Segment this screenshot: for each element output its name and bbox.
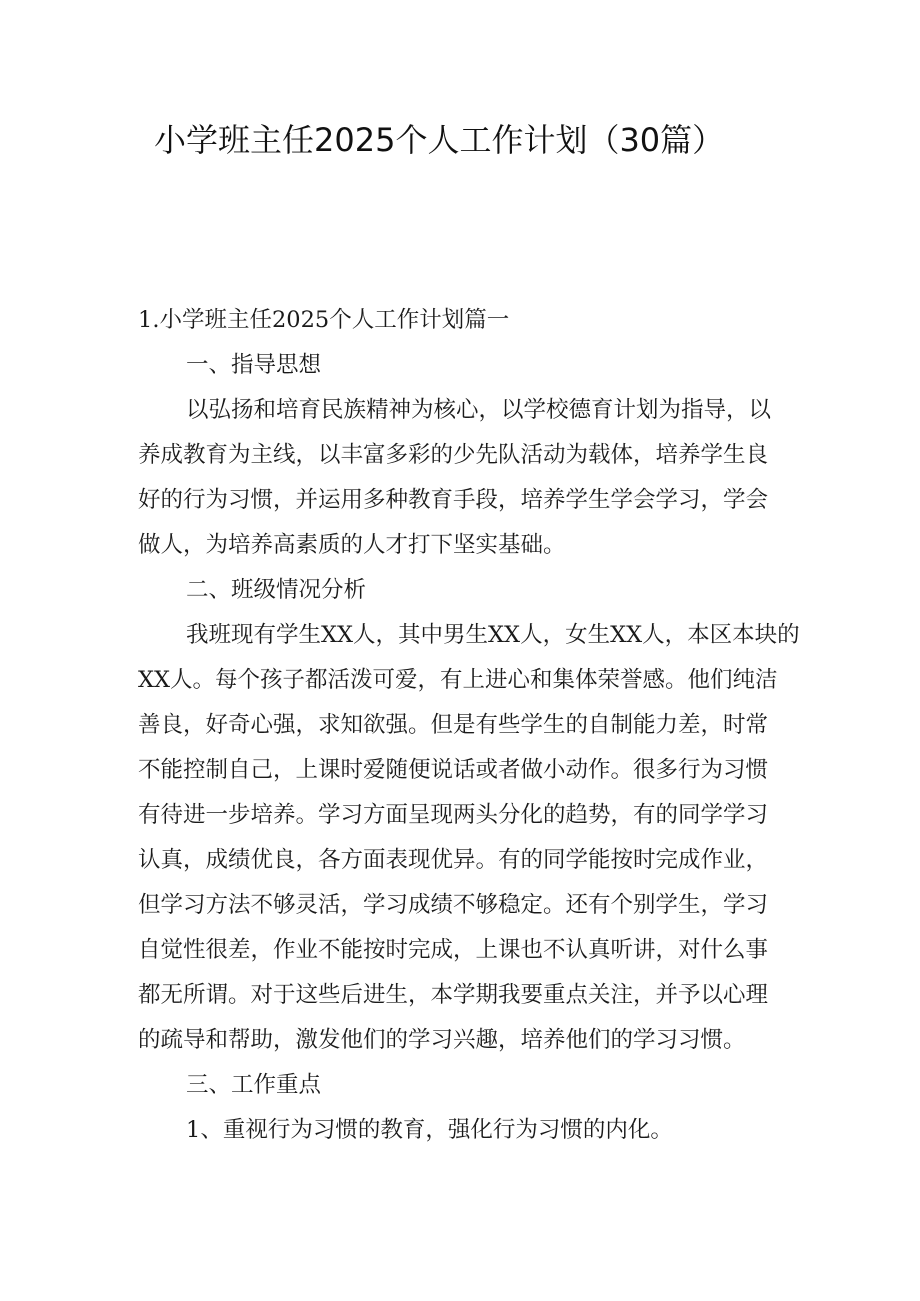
paragraph-line: 做人，为培养高素质的人才打下坚实基础。 [138,532,566,558]
list-item: 1、重视行为习惯的教育，强化行为习惯的内化。 [186,1117,673,1143]
paragraph-class-analysis [138,613,800,1063]
paragraph-line: 自觉性很差，作业不能按时完成，上课也不认真听讲，对什么事 [138,937,769,963]
paragraph-line: 的疏导和帮助，激发他们的学习兴趣，培养他们的学习习惯。 [138,1027,746,1053]
paragraph-line: 都无所谓。对于这些后进生，本学期我要重点关注，并予以心理 [138,982,769,1008]
document-body [138,298,800,1153]
paragraph-line: 不能控制自己，上课时爱随便说话或者做小动作。很多行为习惯 [138,757,769,783]
paragraph-line: 我班现有学生XX人，其中男生XX人，女生XX人，本区本块的 [186,622,800,648]
article-heading: 1.小学班主任2025个人工作计划篇一 [138,307,510,333]
section-heading-work-focus: 三、工作重点 [186,1072,322,1098]
section-heading-class-analysis: 二、班级情况分析 [186,577,367,603]
paragraph-line: 好的行为习惯，并运用多种教育手段，培养学生学会学习，学会 [138,487,769,513]
document-title: 小学班主任2025个人工作计划（30篇） [154,121,725,159]
paragraph-line: 善良，好奇心强，求知欲强。但是有些学生的自制能力差，时常 [138,712,769,738]
paragraph-line: XX人。每个孩子都活泼可爱，有上进心和集体荣誉感。他们纯洁 [138,667,778,693]
paragraph-guiding-ideology [138,388,788,568]
section-heading-guiding-ideology: 一、指导思想 [186,352,322,378]
paragraph-line: 但学习方法不够灵活，学习成绩不够稳定。还有个别学生，学习 [138,892,769,918]
paragraph-line: 有待进一步培养。学习方面呈现两头分化的趋势，有的同学学习 [138,802,769,828]
paragraph-line: 认真，成绩优良，各方面表现优异。有的同学能按时完成作业， [138,847,769,873]
paragraph-line: 养成教育为主线，以丰富多彩的少先队活动为载体，培养学生良 [138,442,769,468]
paragraph-line: 以弘扬和培育民族精神为核心，以学校德育计划为指导，以 [186,397,772,423]
